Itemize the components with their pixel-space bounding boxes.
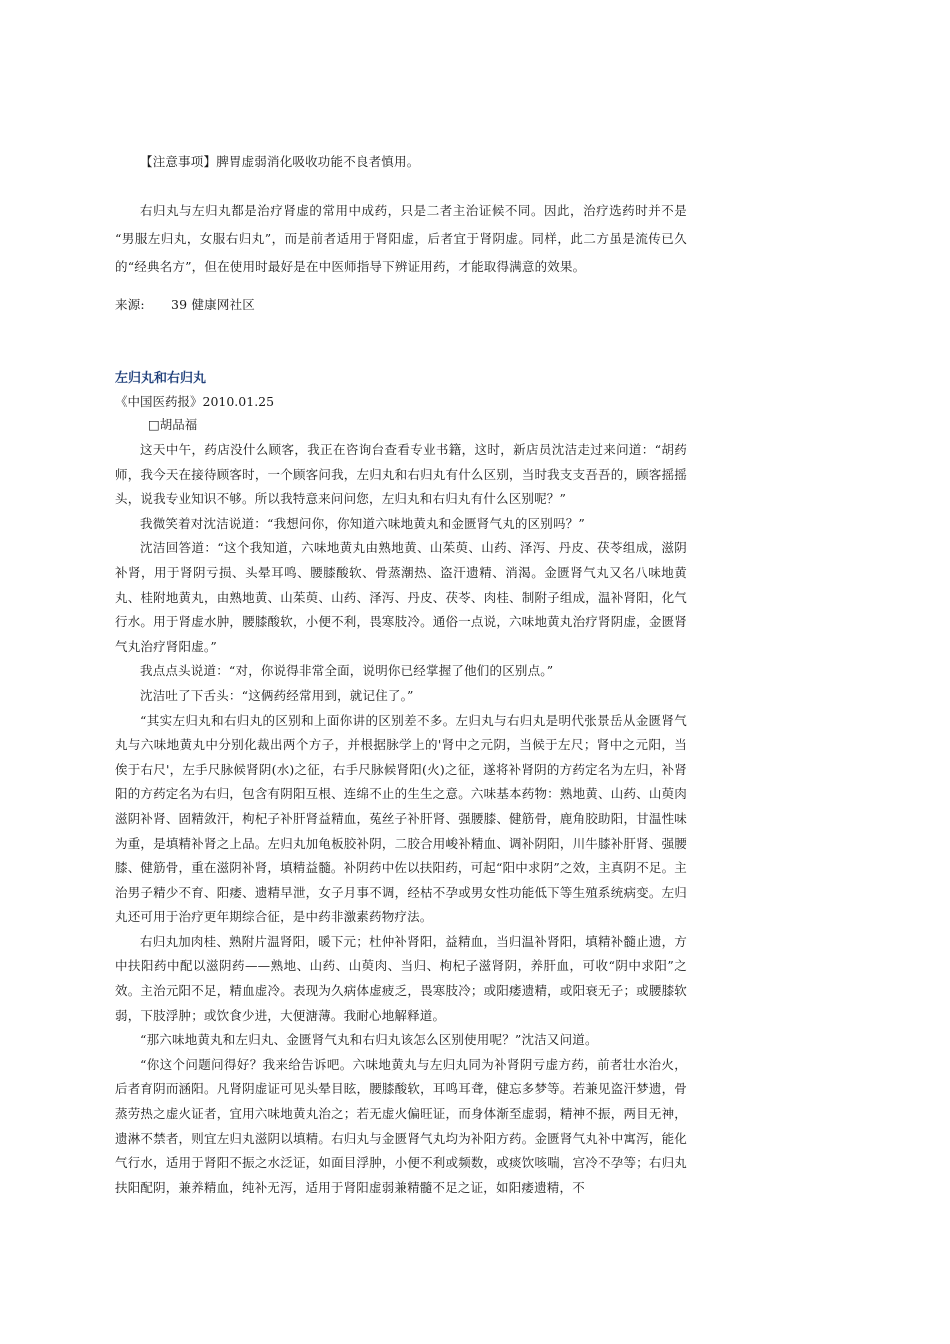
source-value: 39 健康网社区 (171, 297, 255, 312)
article-author: □胡品福 (148, 417, 198, 432)
notice-text: 【注意事项】脾胃虚弱消化吸收功能不良者慎用。 (140, 154, 420, 169)
source-line (115, 292, 687, 318)
article-paragraph: 沈洁回答道：“这个我知道，六味地黄丸由熟地黄、山茱萸、山药、泽泻、丹皮、茯苓组成，滋阴补肾，用于肾阴亏损、头晕耳鸣、腰膝酸软、骨蒸潮热、盗汗遗精、消渴。金匮肾气丸又名八味地黄丸、桂附地黄丸，由熟地黄、山茱萸、山药、泽泻、丹皮、茯苓、肉桂、制附子组成，温补肾阳，化气行水。用于肾虚水肿，腰膝酸软，小便不利，畏寒肢冷。通俗一点说，六味地黄丸治疗肾阴虚，金匮肾气丸治疗肾阳虚。” (115, 540, 687, 654)
article-paragraph: 我微笑着对沈洁说道：“我想问你，你知道六味地黄丸和金匮肾气丸的区别吗？” (140, 515, 585, 531)
article-paragraph: 右归丸加肉桂、熟附片温肾阳，暖下元；杜仲补肾阳，益精血，当归温补肾阳，填精补髓止遗，方中扶阳药中配以滋阴药——熟地、山药、山萸肉、当归、枸杞子滋肾阴，养肝血，可收“阴中求阳”之效。主治元阳不足，精血虚冷。表现为久病体虚疲乏，畏寒肢冷；或阳痿遗精，或阳衰无子；或腰膝软弱，下肢浮肿；或饮食少进，大便溏薄。我耐心地解释道。 (115, 933, 687, 1023)
article-paragraph: 沈洁吐了下舌头：“这俩药经常用到，就记住了。” (140, 687, 414, 703)
notice-section (115, 149, 687, 175)
summary-section (115, 197, 687, 281)
article-paragraph: “那六味地黄丸和左归丸、金匮肾气丸和右归丸该怎么区别使用呢？”沈洁又问道。 (140, 1032, 598, 1048)
article-meta: 《中国医药报》2010.01.25 (115, 394, 275, 409)
article-body (115, 438, 687, 1200)
article-paragraph: “你这个问题问得好？我来给告诉吧。六味地黄丸与左归丸同为补肾阴亏虚方药，前者壮水治火，后者育阴而涵阳。凡肾阴虚证可见头晕目眩，腰膝酸软，耳鸣耳聋，健忘多梦等。若兼见盗汗梦遗，骨蒸劳热之虚火证者，宜用六味地黄丸治之；若无虚火偏旺证，而身体渐至虚弱，精神不振，两目无神，遗淋不禁者，则宜左归丸滋阴以填精。右归丸与金匮肾气丸均为补阳方药。金匮肾气丸补中寓泻，能化气行水，适用于肾阳不振之水泛证，如面目浮肿，小便不利或频数，或痰饮咳喘，宫冷不孕等；右归丸扶阳配阴，兼养精血，纯补无泻，适用于肾阳虚弱兼精髓不足之证，如阳痿遗精，不 (115, 1056, 687, 1195)
article-paragraph: 我点点头说道：“对，你说得非常全面，说明你已经掌握了他们的区别点。” (140, 663, 554, 679)
article-title: 左归丸和右归丸 (115, 371, 207, 386)
summary-text: 右归丸与左归丸都是治疗肾虚的常用中成药，只是二者主治证候不同。因此，治疗选药时并不是 “男服左归丸，女服右归丸”，而是前者适用于肾阳虚，后者宜于肾阴虚。同样，此二方虽是流传已久的“经典名方”，但在使用时最好是在中医师指导下辨证用药，才能取得满意的效果。 (115, 203, 687, 274)
article-paragraph: 这天中午，药店没什么顾客，我正在咨询台查看专业书籍，这时，新店员沈洁走过来问道：“胡药师，我今天在接待顾客时，一个顾客问我，左归丸和右归丸有什么区别，当时我支支吾吾的，顾客摇摇头，说我专业知识不够。所以我特意来问问您，左归丸和右归丸有什么区别呢？” (115, 442, 687, 507)
source-label: 来源: (115, 297, 145, 312)
article-paragraph: “其实左归丸和右归丸的区别和上面你讲的区别差不多。左归丸与右归丸是明代张景岳从金匮肾气丸与六味地黄丸中分别化裁出两个方子，并根据脉学上的'肾中之元阴，当候于左尺；肾中之元阳，当俟于右尺'，左手尺脉候肾阴(水)之征，右手尺脉候肾阳(火)之征，遂将补肾阴的方药定名为左归，补肾阳的方药定名为右归，包含有阴阳互根、连绵不止的生生之意。六味基本药物：熟地黄、山药、山萸肉滋阴补肾、固精敛汗，枸杞子补肝肾益精血，菟丝子补肝肾、强腰膝、健筋骨，鹿角胶助阳，甘温性味为重，是填精补肾之上品。左归丸加龟板胶补阴，二胶合用峻补精血、调补阴阳，川牛膝补肝肾、强腰膝、健筋骨，重在滋阴补肾，填精益髓。补阴药中佐以扶阳药，可起“阳中求阴”之效，主真阴不足。主治男子精少不育、阳痿、遗精早泄，女子月事不调，经枯不孕或男女性功能低下等生殖系统病变。左归丸还可用于治疗更年期综合征，是中药非激素药物疗法。 (115, 712, 687, 925)
